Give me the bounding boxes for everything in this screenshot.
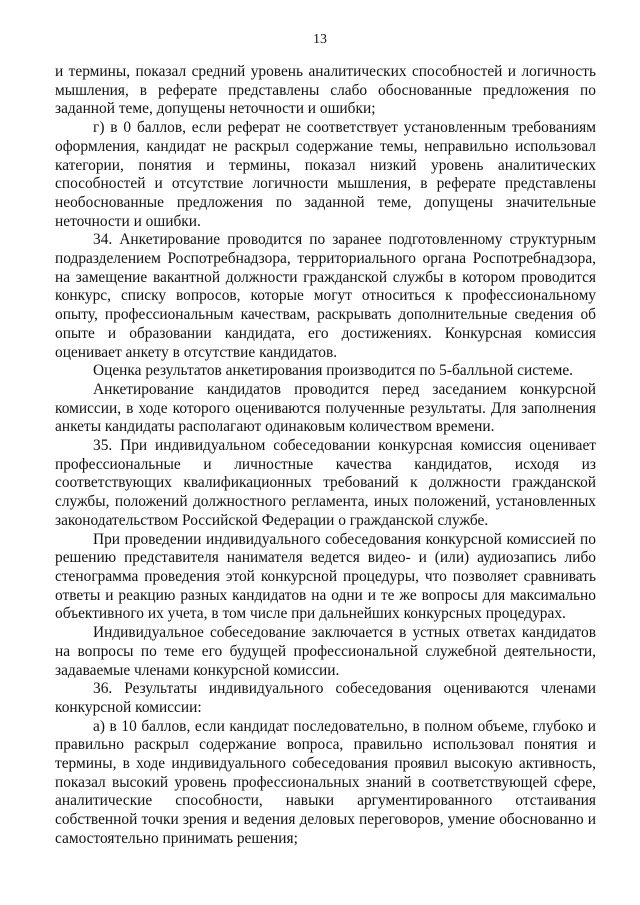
paragraph-questionnaire-scoring: Оценка результатов анкетирования производится по 5-балльной системе. <box>93 362 574 380</box>
paragraph-item-a: а) в 10 баллов, если кандидат последовательно, в полном объеме, глубоко и правильно раскрыл содержание вопроса, правильно использовал понятия и термины, в ходе индивидуального собеседования проявил высокую активность, показал высокий уровень профессиональных знаний в соответствующей сфере, аналитические способности, навыки аргументированного отстаивания собственной точки зрения и ведения деловых переговоров, умение обоснованно и самостоятельно принимать решения; <box>55 717 596 847</box>
paragraph-34: 34. Анкетирование проводится по заранее подготовленному структурным подразделением Роспотребнадзора, территориального органа Роспотребнадзора, на замещение вакантной должности гражданской службы в котором проводится конкурс, списку вопросов, которые могут относиться к профессиональному опыту, профессиональным качествам, раскрывать дополнительные сведения об опыте и образовании кандидата, его достижениях. Конкурсная комиссия оценивает анкету в отсутствие кандидатов. <box>55 231 596 361</box>
paragraph-interview-recording: При проведении индивидуального собеседования конкурсной комиссией по решению представителя нанимателя ведется видео- и (или) аудиозапись либо стенограмма проведения этой конкурсной процедуры, что позволяет сравнивать ответы и реакцию разных кандидатов на одни и те же вопросы для максимально объективного их учета, в том числе при дальнейших конкурсных процедурах. <box>55 530 596 623</box>
paragraph-questionnaire-timing: Анкетирование кандидатов проводится перед заседанием конкурсной комиссии, в ходе которого оцениваются полученные результаты. Для заполнения анкеты кандидаты располагают одинаковым количеством времени. <box>55 380 596 436</box>
paragraph-36: 36. Результаты индивидуального собеседования оцениваются членами конкурсной комиссии: <box>55 680 596 716</box>
document-body <box>55 63 596 849</box>
paragraph-continuation: и термины, показал средний уровень аналитических способностей и логичность мышления, в реферате представлены слабо обоснованные предложения по заданной теме, допущены неточности и ошибки; <box>55 63 596 118</box>
page-number: 13 <box>313 32 327 47</box>
paragraph-interview-description: Индивидуальное собеседование заключается в устных ответах кандидатов на вопросы по теме его будущей профессиональной служебной деятельности, задаваемые членами конкурсной комиссии. <box>55 624 596 679</box>
paragraph-item-g: г) в 0 баллов, если реферат не соответствует установленным требованиям оформления, кандидат не раскрыл содержание темы, неправильно использовал категории, понятия и термины, показал низкий уровень аналитических способностей и отсутствие логичности мышления, в реферате представлены необоснованные предложения по заданной теме, допущены значительные неточности и ошибки. <box>55 119 596 230</box>
paragraph-35: 35. При индивидуальном собеседовании конкурсная комиссия оценивает профессиональные и личностные качества кандидатов, исходя из соответствующих квалификационных требований к должности гражданской службы, положений должностного регламента, иных положений, установленных законодательством Российской Федерации о гражданской службе. <box>55 437 596 529</box>
